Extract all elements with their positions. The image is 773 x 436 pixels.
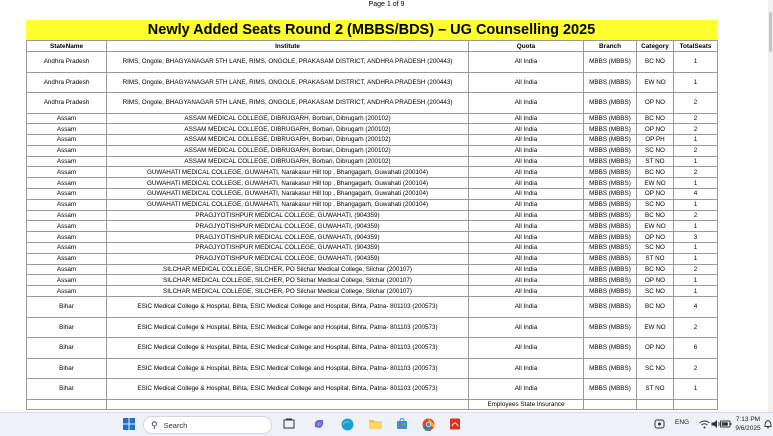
cell-state-name: Assam [27,221,107,232]
document-title: Newly Added Seats Round 2 (MBBS/BDS) – UG Counselling 2025 [26,20,717,40]
table-row [27,72,718,93]
table-row [27,178,718,189]
cell-quota: All India [469,156,584,167]
cell-total-seats: 2 [674,124,718,135]
cell-category: BC NO [637,264,674,275]
cell-branch: MBBS (MBBS) [584,167,637,178]
cell-total-seats: 4 [674,297,718,318]
start-button[interactable] [121,416,137,432]
cell-quota: All India [469,379,584,400]
cell-branch: MBBS (MBBS) [584,243,637,254]
cell-institute: RIMS, Ongole, BHAGYANAGAR 5TH LANE, RIMS, ONGOLE, PRAKASAM DISTRICT, ANDHRA PRADESH (200443) [107,93,469,114]
cell-branch: MBBS (MBBS) [584,199,637,210]
cell-institute: SILCHAR MEDICAL COLLEGE, SILCHER, PO Silchar Medical College, Silchar (200107) [107,264,469,275]
cell-state-name: Assam [27,286,107,297]
cell-quota: All India [469,189,584,200]
cell-total-seats: 1 [674,156,718,167]
cell-category: OP NO [637,275,674,286]
pdf-reader-button[interactable] [447,416,463,432]
cell-total-seats: 2 [674,113,718,124]
cell-state-name: Assam [27,189,107,200]
table-row [27,297,718,318]
cell-institute: ASSAM MEDICAL COLLEGE, DIBRUGARH, Borbari, Dibrugarh (200102) [107,145,469,156]
cell-total-seats: 1 [674,52,718,73]
windows-icon [123,418,135,430]
cell-quota: Employees State Insurance [469,399,584,410]
table-row [27,145,718,156]
cell-category: BC NO [637,167,674,178]
cell-category: OP NO [637,124,674,135]
cell-quota: All India [469,93,584,114]
cell-quota: All India [469,145,584,156]
table-row [27,52,718,73]
cell-state-name: Andhra Pradesh [27,72,107,93]
cell-category [637,399,674,410]
cell-category: ST NO [637,253,674,264]
column-header-category: Category [637,41,674,52]
language-indicator[interactable]: ENG [675,419,690,426]
cell-branch: MBBS (MBBS) [584,275,637,286]
table-row [27,243,718,254]
cell-category: SC NO [637,199,674,210]
cell-institute: ESIC Medical College & Hospital, Bihta, ESIC Medical College and Hospital, Bihta, Patna- 801103 (200573) [107,297,469,318]
cell-branch: MBBS (MBBS) [584,358,637,379]
cell-quota: All India [469,232,584,243]
file-explorer-button[interactable] [367,416,383,432]
cell-total-seats [674,399,718,410]
cell-total-seats: 2 [674,167,718,178]
cell-category: BC NO [637,210,674,221]
vertical-scrollbar[interactable] [768,0,773,412]
cell-branch: MBBS (MBBS) [584,93,637,114]
cell-institute: PRAGJYOTISHPUR MEDICAL COLLEGE, GUWAHATI, (904359) [107,253,469,264]
cell-category: OP NO [637,189,674,200]
table-row [27,113,718,124]
cell-institute: GUWAHATI MEDICAL COLLEGE, GUWAHATI, Narakasur Hill top , Bhangagarh, Guwahati (200104) [107,199,469,210]
cell-branch: MBBS (MBBS) [584,189,637,200]
cell-branch: MBBS (MBBS) [584,72,637,93]
cell-state-name: Assam [27,167,107,178]
cell-institute: ESIC Medical College & Hospital, Bihta, ESIC Medical College and Hospital, Bihta, Patna- 801103 (200573) [107,317,469,338]
table-row [27,317,718,338]
cell-state-name: Assam [27,275,107,286]
task-view-button[interactable] [281,416,297,432]
page-indicator: Page 1 of 9 [368,1,405,8]
cell-branch: MBBS (MBBS) [584,253,637,264]
search-placeholder: Search [163,420,188,430]
cell-category: BC NO [637,52,674,73]
cell-branch: MBBS (MBBS) [584,232,637,243]
cell-category: EW NO [637,221,674,232]
cell-branch: MBBS (MBBS) [584,338,637,359]
cell-institute: ESIC Medical College & Hospital, Bihta, ESIC Medical College and Hospital, Bihta, Patna- 801103 (200573) [107,358,469,379]
cell-institute: GUWAHATI MEDICAL COLLEGE, GUWAHATI, Narakasur Hill top , Bhangagarh, Guwahati (200104) [107,189,469,200]
bell-icon [764,419,772,429]
cell-category: ST NO [637,156,674,167]
cell-category: SC NO [637,358,674,379]
cell-total-seats: 3 [674,232,718,243]
cell-quota: All India [469,358,584,379]
cell-quota: All India [469,243,584,254]
cell-total-seats: 1 [674,178,718,189]
cell-institute: ESIC Medical College & Hospital, Bihta, ESIC Medical College and Hospital, Bihta, Patna- 801103 (200573) [107,338,469,359]
cell-quota: All India [469,72,584,93]
cell-institute: PRAGJYOTISHPUR MEDICAL COLLEGE, GUWAHATI, (904359) [107,210,469,221]
cell-state-name: Assam [27,199,107,210]
cell-institute: ASSAM MEDICAL COLLEGE, DIBRUGARH, Borbari, Dibrugarh (200102) [107,113,469,124]
cell-institute: GUWAHATI MEDICAL COLLEGE, GUWAHATI, Narakasur Hill top , Bhangagarh, Guwahati (200104) [107,167,469,178]
cell-state-name: Assam [27,264,107,275]
cell-total-seats: 6 [674,338,718,359]
cell-total-seats: 2 [674,210,718,221]
chrome-button[interactable] [420,416,436,432]
cell-quota: All India [469,317,584,338]
table-row [27,338,718,359]
table-row [27,221,718,232]
cell-total-seats: 4 [674,189,718,200]
column-header-total-seats: TotalSeats [674,41,718,52]
cell-category: SC NO [637,286,674,297]
cell-institute: GUWAHATI MEDICAL COLLEGE, GUWAHATI, Narakasur Hill top , Bhangagarh, Guwahati (200104) [107,178,469,189]
cell-total-seats: 1 [674,253,718,264]
cell-total-seats: 1 [674,286,718,297]
cell-quota: All India [469,275,584,286]
cell-branch: MBBS (MBBS) [584,178,637,189]
cell-total-seats: 2 [674,93,718,114]
cell-quota: All India [469,199,584,210]
cell-state-name: Assam [27,145,107,156]
cell-state-name: Assam [27,113,107,124]
cell-quota: All India [469,178,584,189]
cell-branch: MBBS (MBBS) [584,221,637,232]
column-header-quota: Quota [469,41,584,52]
table-row [27,379,718,400]
cell-institute: PRAGJYOTISHPUR MEDICAL COLLEGE, GUWAHATI, (904359) [107,243,469,254]
cell-state-name: Assam [27,156,107,167]
table-row [27,358,718,379]
mobile-hotspot-icon [654,419,665,429]
cell-state-name: Andhra Pradesh [27,93,107,114]
cell-category: EW NO [637,72,674,93]
column-header-state-name: StateName [27,41,107,52]
cell-state-name: Bihar [27,297,107,318]
table-row [27,275,718,286]
table-row [27,264,718,275]
table-row [27,399,718,410]
cell-total-seats: 1 [674,243,718,254]
cell-institute: SILCHAR MEDICAL COLLEGE, SILCHER, PO Silchar Medical College, Silchar (200107) [107,286,469,297]
cell-branch: MBBS (MBBS) [584,379,637,400]
cell-total-seats: 2 [674,317,718,338]
cell-quota: All India [469,264,584,275]
network-tray-button[interactable] [651,416,667,432]
folder-icon [369,418,382,430]
table-row [27,199,718,210]
table-row [27,156,718,167]
taskbar-search[interactable] [143,416,272,434]
cell-category: EW NO [637,317,674,338]
cell-state-name: Assam [27,232,107,243]
cell-state-name: Bihar [27,358,107,379]
cell-state-name: Assam [27,253,107,264]
table-row [27,253,718,264]
clock-date: 9/6/2025 [735,425,761,432]
scrollbar-thumb[interactable] [769,12,772,52]
cell-branch: MBBS (MBBS) [584,52,637,73]
cell-total-seats: 1 [674,72,718,93]
cell-institute: RIMS, Ongole, BHAGYANAGAR 5TH LANE, RIMS, ONGOLE, PRAKASAM DISTRICT, ANDHRA PRADESH (200443) [107,52,469,73]
cell-institute [107,399,469,410]
edge-icon [341,418,354,431]
cell-state-name: Assam [27,124,107,135]
store-icon [396,418,408,430]
cell-quota: All India [469,167,584,178]
clock-time: 7:13 PM [735,416,761,423]
search-icon: ⚲ [151,419,158,430]
table-row [27,124,718,135]
table-row [27,286,718,297]
cell-institute: PRAGJYOTISHPUR MEDICAL COLLEGE, GUWAHATI, (904359) [107,232,469,243]
cell-category: BC NO [637,297,674,318]
cell-quota: All India [469,52,584,73]
table-row [27,189,718,200]
cell-total-seats: 1 [674,379,718,400]
cell-state-name: Assam [27,135,107,146]
table-row [27,135,718,146]
column-header-branch: Branch [584,41,637,52]
cell-branch: MBBS (MBBS) [584,297,637,318]
cell-category: EW NO [637,178,674,189]
table-row [27,93,718,114]
cell-branch: MBBS (MBBS) [584,113,637,124]
cell-category: OP PH [637,135,674,146]
cell-total-seats: 2 [674,358,718,379]
cell-quota: All India [469,210,584,221]
task-view-icon [283,418,295,430]
table-row [27,210,718,221]
cell-quota: All India [469,135,584,146]
cell-branch: MBBS (MBBS) [584,145,637,156]
cell-branch: MBBS (MBBS) [584,124,637,135]
cell-category: SC NO [637,145,674,156]
cell-branch: MBBS (MBBS) [584,317,637,338]
cell-total-seats: 1 [674,221,718,232]
notification-button[interactable] [763,416,773,432]
cell-state-name: Bihar [27,317,107,338]
cell-institute: SILCHAR MEDICAL COLLEGE, SILCHER, PO Silchar Medical College, Silchar (200107) [107,275,469,286]
cell-quota: All India [469,286,584,297]
cell-branch: MBBS (MBBS) [584,135,637,146]
active-app-indicator [425,429,431,431]
cell-quota: All India [469,221,584,232]
cell-total-seats: 1 [674,199,718,210]
pdf-icon [449,418,461,430]
edge-browser-button[interactable] [339,416,355,432]
table-row [27,232,718,243]
cell-total-seats: 2 [674,264,718,275]
cell-institute: PRAGJYOTISHPUR MEDICAL COLLEGE, GUWAHATI, (904359) [107,221,469,232]
cell-institute: ASSAM MEDICAL COLLEGE, DIBRUGARH, Borbari, Dibrugarh (200102) [107,135,469,146]
cell-quota: All India [469,338,584,359]
taskbar [0,412,773,436]
cell-institute: ASSAM MEDICAL COLLEGE, DIBRUGARH, Borbari, Dibrugarh (200102) [107,124,469,135]
copilot-button[interactable] [311,416,327,432]
cell-state-name: Assam [27,243,107,254]
cell-quota: All India [469,113,584,124]
cell-category: BC NO [637,113,674,124]
cell-total-seats: 1 [674,275,718,286]
cell-state-name: Andhra Pradesh [27,52,107,73]
system-clock[interactable] [731,415,765,433]
cell-category: ST NO [637,379,674,400]
cell-quota: All India [469,297,584,318]
cell-total-seats: 1 [674,135,718,146]
store-button[interactable] [394,416,410,432]
cell-state-name: Bihar [27,338,107,359]
copilot-icon [313,418,325,430]
cell-branch: MBBS (MBBS) [584,286,637,297]
cell-state-name: Assam [27,210,107,221]
column-header-institute: Institute [107,41,469,52]
cell-institute: ESIC Medical College & Hospital, Bihta, ESIC Medical College and Hospital, Bihta, Patna- 801103 (200573) [107,379,469,400]
cell-total-seats: 2 [674,145,718,156]
cell-state-name: Bihar [27,379,107,400]
table-row [27,167,718,178]
cell-state-name [27,399,107,410]
cell-category: SC NO [637,243,674,254]
table-header-row [27,41,718,52]
cell-branch: MBBS (MBBS) [584,156,637,167]
cell-branch: MBBS (MBBS) [584,264,637,275]
cell-quota: All India [469,124,584,135]
seats-table [26,40,718,410]
cell-institute: ASSAM MEDICAL COLLEGE, DIBRUGARH, Borbari, Dibrugarh (200102) [107,156,469,167]
cell-branch: MBBS (MBBS) [584,210,637,221]
cell-category: OP NO [637,93,674,114]
cell-state-name: Assam [27,178,107,189]
cell-institute: RIMS, Ongole, BHAGYANAGAR 5TH LANE, RIMS, ONGOLE, PRAKASAM DISTRICT, ANDHRA PRADESH (200443) [107,72,469,93]
cell-category: OP NO [637,338,674,359]
cell-category: OP NO [637,232,674,243]
cell-quota: All India [469,253,584,264]
cell-branch [584,399,637,410]
